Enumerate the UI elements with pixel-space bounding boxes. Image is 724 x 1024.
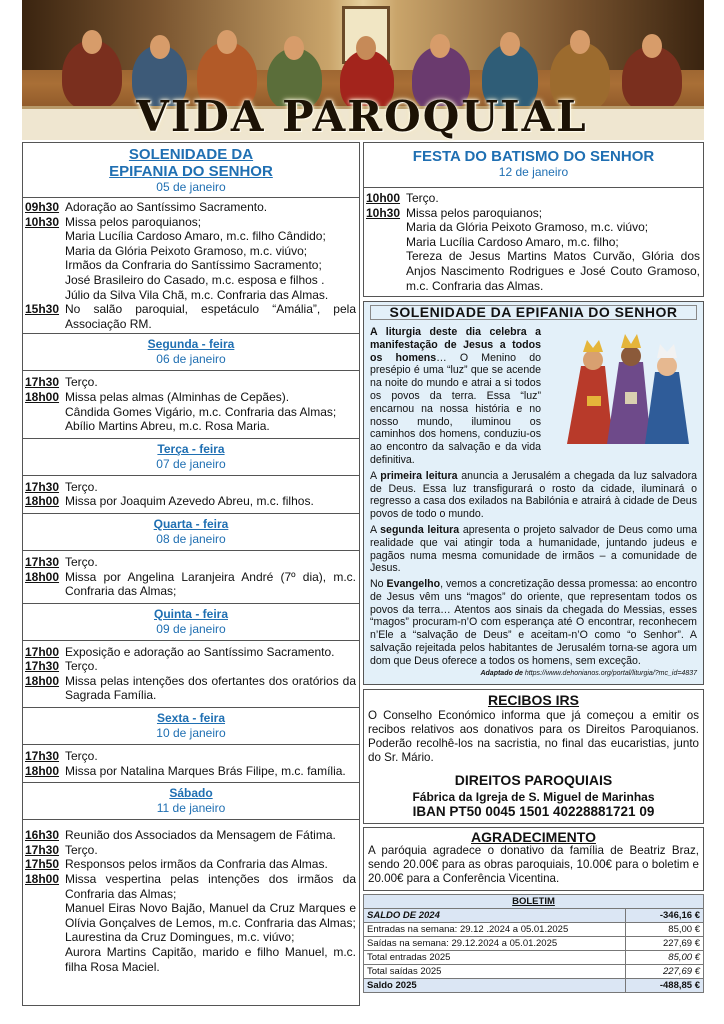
day-date: 08 de janeiro <box>156 531 226 546</box>
entry-text: Cândida Gomes Vigário, m.c. Confraria das Almas; <box>65 404 337 419</box>
day-header-saturday <box>23 783 359 820</box>
schedule-entry <box>23 645 359 660</box>
reflection-text: apresenta o projeto salvador de Deus como uma realidade que vai atingir toda a humanidade, juntando judeus e pagãos numa mesma comunidade de irmãos – a comunidade de Jesus. <box>370 523 697 575</box>
epifania-header <box>23 143 359 198</box>
day-entries-wednesday <box>23 551 359 604</box>
table-row <box>364 937 704 951</box>
row-value: 227,69 € <box>626 937 704 951</box>
boletim-table <box>363 894 704 993</box>
schedule-entry <box>23 480 359 495</box>
entry-time: 18h00 <box>25 494 60 509</box>
reflection-bold: primeira leitura <box>380 469 458 482</box>
entry-time: 17h30 <box>25 749 60 764</box>
reflection-paragraph-3 <box>370 524 697 575</box>
recibos-text: O Conselho Económico informa que já começou a emitir os recibos relativos aos donativos para os Direitos Paroquianos. Poderão recolhê-los na sacristia, no final das eucaristias, junto do Sr. Mário. <box>368 709 699 765</box>
entry-text: Missa por Natalina Marques Brás Filipe, m.c. família. <box>65 763 346 778</box>
king-face <box>583 350 603 370</box>
entry-text: Missa pelas intenções dos ofertantes dos oratórios da Sagrada Família. <box>65 673 356 703</box>
day-entries-tuesday <box>23 476 359 514</box>
reflection-paragraph-4 <box>370 578 697 668</box>
reflection-bold: Evangelho <box>386 578 441 591</box>
source-label: Adaptado de <box>480 669 523 677</box>
king-crown <box>583 340 603 352</box>
entry-time: 09h30 <box>25 200 60 214</box>
schedule-entry <box>23 872 359 901</box>
schedule-entry <box>23 419 359 434</box>
entry-text: Missa vespertina pelas intenções dos irmãos da Confraria das Almas; <box>65 872 356 901</box>
entry-time: 10h30 <box>25 214 60 229</box>
entry-text: Exposição e adoração ao Santíssimo Sacramento. <box>65 644 335 659</box>
apostle-head <box>500 32 520 56</box>
day-date: 10 de janeiro <box>156 726 226 741</box>
day-entries-friday <box>23 745 359 783</box>
row-label: Entradas na semana: 29.12 .2024 a 05.01.2025 <box>364 923 626 937</box>
row-label: Total entradas 2025 <box>364 951 626 965</box>
schedule-entry <box>23 258 359 273</box>
magi-illustration <box>547 326 697 446</box>
entry-time: 18h00 <box>25 389 60 404</box>
reflection-bold: segunda leitura <box>380 523 460 536</box>
entry-text: Abílio Martins Abreu, m.c. Rosa Maria. <box>65 419 270 434</box>
entry-time <box>23 405 65 420</box>
boletim-header-row <box>364 895 704 909</box>
entry-text: Aurora Martins Capitão, marido e filho Manuel, m.c. filha Rosa Maciel. <box>65 945 356 974</box>
entry-text: Laurestina da Cruz Domingues, m.c. viúvo; <box>65 930 295 945</box>
day-date: 07 de janeiro <box>156 456 226 471</box>
entry-time <box>23 930 65 945</box>
entry-time: 16h30 <box>25 828 60 843</box>
day-name: Terça - feira <box>157 441 225 456</box>
row-label: Saldo 2025 <box>364 979 626 993</box>
entry-time <box>23 419 65 434</box>
epifania-date: 05 de janeiro <box>156 180 226 194</box>
entry-time <box>364 220 406 235</box>
schedule-entry <box>23 843 359 858</box>
entry-text: Júlio da Silva Vila Chã, m.c. Confraria das Almas. <box>65 287 329 302</box>
apostle-head <box>642 34 662 58</box>
schedule-entry <box>23 659 359 674</box>
entry-time: 17h30 <box>25 375 60 390</box>
apostle-head <box>217 30 237 54</box>
schedule-entry <box>23 244 359 259</box>
entry-text: José Brasileiro do Casado, m.c. esposa e filhos . <box>65 272 325 287</box>
weekly-schedule <box>22 142 360 1006</box>
gift-box <box>625 392 637 404</box>
entry-time <box>23 273 65 288</box>
entry-text: Missa pelos paroquianos; <box>65 214 202 229</box>
reflection-intro-bold: A liturgia deste dia celebra a manifestação de Jesus a todos os homens <box>370 325 541 364</box>
boletim-title: BOLETIM <box>364 895 704 909</box>
apostle-head <box>82 30 102 54</box>
schedule-entry <box>23 930 359 945</box>
entry-text: Maria da Glória Peixoto Gramoso, m.c. viúvo; <box>406 220 649 235</box>
apostle-head <box>284 36 304 60</box>
table-row <box>364 979 704 993</box>
entry-time: 18h00 <box>25 872 60 887</box>
entry-text: Missa por Angelina Laranjeira André (7º dia), m.c. Confraria das Almas; <box>65 569 356 599</box>
reflection-text: A <box>370 523 381 536</box>
schedule-entry <box>364 249 703 293</box>
epifania-reflection <box>363 301 704 685</box>
schedule-entry <box>23 288 359 303</box>
entry-text: Missa por Joaquim Azevedo Abreu, m.c. filhos. <box>65 494 314 509</box>
reflection-text: A <box>370 469 381 482</box>
entry-text: Maria Lucília Cardoso Amaro, m.c. filho; <box>406 234 619 249</box>
right-column <box>363 142 704 993</box>
row-value: -488,85 € <box>626 979 704 993</box>
schedule-entry <box>23 375 359 390</box>
entry-text: Terço. <box>65 554 98 569</box>
batismo-header <box>364 143 703 188</box>
schedule-entry <box>364 235 703 250</box>
king-headdress <box>657 344 677 358</box>
epifania-entries <box>23 198 359 334</box>
schedule-entry <box>23 570 359 599</box>
entry-text: Tereza de Jesus Martins Matos Curvão, Glória dos Anjos Nascimento Rodrigues e José Couto Gramoso, m.c. Confraria das Almas. <box>406 249 700 293</box>
day-name: Sábado <box>169 786 213 801</box>
batismo-title: FESTA DO BATISMO DO SENHOR <box>412 148 655 165</box>
day-entries-thursday <box>23 641 359 708</box>
apostle-head <box>150 35 170 59</box>
agradecimento-section <box>363 827 704 891</box>
row-value: 227,69 € <box>626 965 704 979</box>
direitos-entity: Fábrica da Igreja de S. Miguel de Marinhas <box>412 790 655 805</box>
day-header-friday <box>23 708 359 745</box>
king-robe-blue <box>645 372 689 444</box>
jesus-head <box>356 36 376 60</box>
entry-text: Maria da Glória Peixoto Gramoso, m.c. viúvo; <box>65 243 308 258</box>
row-label: Saídas na semana: 29.12.2024 a 05.01.2025 <box>364 937 626 951</box>
batismo-date: 12 de janeiro <box>498 165 569 179</box>
reflection-source <box>370 668 697 681</box>
king-face <box>621 346 641 366</box>
row-value: 85,00 € <box>626 951 704 965</box>
entry-time: 17h50 <box>25 857 60 872</box>
entry-text: Manuel Eiras Novo Bajão, Manuel da Cruz Marques e Olívia Gonçalves de Lemos, m.c. Confraria das Almas; <box>65 901 356 930</box>
schedule-entry <box>23 494 359 509</box>
schedule-entry <box>23 405 359 420</box>
recibos-title: RECIBOS IRS <box>487 692 579 709</box>
apostle-head <box>570 30 590 54</box>
schedule-entry <box>23 273 359 288</box>
direitos-title: DIREITOS PAROQUIAIS <box>454 772 613 789</box>
entry-text: Terço. <box>65 479 98 494</box>
king-face <box>657 356 677 376</box>
schedule-entry <box>23 674 359 703</box>
agradecimento-title: AGRADECIMENTO <box>471 829 596 846</box>
row-value: -346,16 € <box>626 909 704 923</box>
apostle-head <box>430 34 450 58</box>
entry-time: 17h30 <box>25 659 60 674</box>
batismo-section <box>363 142 704 297</box>
row-label: Total saídas 2025 <box>364 965 626 979</box>
reflection-text: , vemos a concretização dessa promessa: ao encontro de Jesus vêm uns “magos” do oriente, que representam todos os povos da terra… Atentos aos sinais da chegada do Messias, esses “magos” procuram-n’O com esperança até O encontrar, reconhecem n’Ele a “salvação de Deus” e aceitam-n’O como “o Senhor”. A salvação rejeitada pelos habitantes de Jerusalém torna-se agora um dom que Deus oferece a todos os homens, sem exceção. <box>370 578 697 667</box>
entry-time: 15h30 <box>25 302 60 317</box>
entry-text: Terço. <box>406 191 439 205</box>
table-row <box>364 951 704 965</box>
reflection-intro-text: … O Menino do presépio é uma “luz” que se acende na noite do mundo e atrai a si todos os povos da terra. Essa “luz” encarnou na nossa história e no nosso mundo, iluminou os caminhos dos homens, conduziu-os ao encontro da salvação e da vida definitiva. <box>370 351 541 466</box>
entry-text: Irmãos da Confraria do Santíssimo Sacramento; <box>65 258 322 273</box>
entry-text: Adoração ao Santíssimo Sacramento. <box>65 200 268 214</box>
row-value: 85,00 € <box>626 923 704 937</box>
row-label: SALDO DE 2024 <box>364 909 626 923</box>
entry-text: Responsos pelos irmãos da Confraria das Almas. <box>65 857 328 872</box>
entry-time <box>364 249 406 293</box>
batismo-entries <box>364 188 703 296</box>
entry-text: Terço. <box>65 375 98 390</box>
entry-time: 17h30 <box>25 554 60 569</box>
schedule-entry <box>23 749 359 764</box>
entry-time: 17h30 <box>25 842 60 857</box>
schedule-entry <box>23 764 359 779</box>
schedule-entry <box>23 229 359 244</box>
entry-time <box>23 288 65 303</box>
schedule-entry <box>23 302 359 331</box>
schedule-entry <box>23 828 359 843</box>
entry-time: 18h00 <box>25 569 60 584</box>
schedule-entry <box>364 206 703 221</box>
schedule-entry <box>364 220 703 235</box>
entry-time: 17h30 <box>25 479 60 494</box>
day-date: 06 de janeiro <box>156 352 226 367</box>
schedule-entry <box>23 390 359 405</box>
entry-time <box>364 235 406 250</box>
schedule-entry <box>23 215 359 230</box>
epifania-title-line2: EPIFANIA DO SENHOR <box>109 163 273 180</box>
day-header-thursday <box>23 604 359 641</box>
epifania-title-line1: SOLENIDADE DA <box>128 146 254 163</box>
schedule-entry <box>23 857 359 872</box>
source-link[interactable]: https://www.dehonianos.org/portal/liturgia/?mc_id=4837 <box>524 669 697 677</box>
day-header-tuesday <box>23 439 359 476</box>
entry-time: 17h00 <box>25 644 60 659</box>
king-crown <box>621 334 641 348</box>
schedule-entry <box>23 901 359 930</box>
day-header-wednesday <box>23 514 359 551</box>
entry-time: 10h30 <box>366 205 401 220</box>
entry-time <box>23 244 65 259</box>
day-entries-monday <box>23 371 359 438</box>
table-row <box>364 923 704 937</box>
reflection-paragraph-2 <box>370 470 697 521</box>
entry-time: 18h00 <box>25 673 60 688</box>
entry-text: Terço. <box>65 842 98 857</box>
agradecimento-text: A paróquia agradece o donativo da família de Beatriz Braz, sendo 20.00€ para as obras paroquiais, 10.00€ para o boletim e 20.00€ para a Conferência Vicentina. <box>368 844 699 886</box>
day-date: 09 de janeiro <box>156 621 226 636</box>
table-row <box>364 965 704 979</box>
entry-text: Reunião dos Associados da Mensagem de Fátima. <box>65 828 336 843</box>
entry-time <box>23 945 65 974</box>
entry-text: Maria Lucília Cardoso Amaro, m.c. filho Cândido; <box>65 229 326 244</box>
schedule-entry <box>23 200 359 215</box>
table-row <box>364 909 704 923</box>
day-entries-saturday <box>23 820 359 976</box>
entry-text: Missa pelos paroquianos; <box>406 205 543 220</box>
entry-text: Terço. <box>65 659 98 674</box>
day-name: Segunda - feira <box>147 337 235 352</box>
page-title: VIDA PAROQUIAL <box>136 92 588 141</box>
reflection-title: SOLENIDADE DA EPIFANIA DO SENHOR <box>370 305 697 320</box>
entry-time: 18h00 <box>25 763 60 778</box>
schedule-entry <box>23 555 359 570</box>
schedule-entry <box>23 945 359 974</box>
entry-time <box>23 229 65 244</box>
gift-box <box>587 396 601 406</box>
day-date: 11 de janeiro <box>156 801 226 816</box>
reflection-text: No <box>370 578 387 591</box>
reflection-text: anuncia a Jerusalém a chegada da luz salvadora de Deus. Essa luz transfigurará o rosto da cidade, iluminará o regresso a casa dos exilados na Babilónia e atrairá à cidade de Deus povos de todo o mundo. <box>370 469 697 521</box>
magi-image <box>547 326 697 446</box>
day-header-monday <box>23 334 359 371</box>
day-name: Sexta - feira <box>156 711 226 726</box>
direitos-iban: IBAN PT50 0045 1501 40228881721 09 <box>412 804 655 820</box>
entry-time <box>23 901 65 930</box>
entry-text: Terço. <box>65 749 98 764</box>
day-name: Quarta - feira <box>153 516 229 531</box>
entry-text: No salão paroquial, espetáculo “Amália”, pela Associação RM. <box>65 302 356 331</box>
entry-time <box>23 258 65 273</box>
entry-text: Missa pelas almas (Alminhas de Cepães). <box>65 389 290 404</box>
day-name: Quinta - feira <box>153 606 228 621</box>
recibos-section <box>363 689 704 824</box>
schedule-entry <box>364 191 703 206</box>
entry-time: 10h00 <box>366 191 401 205</box>
